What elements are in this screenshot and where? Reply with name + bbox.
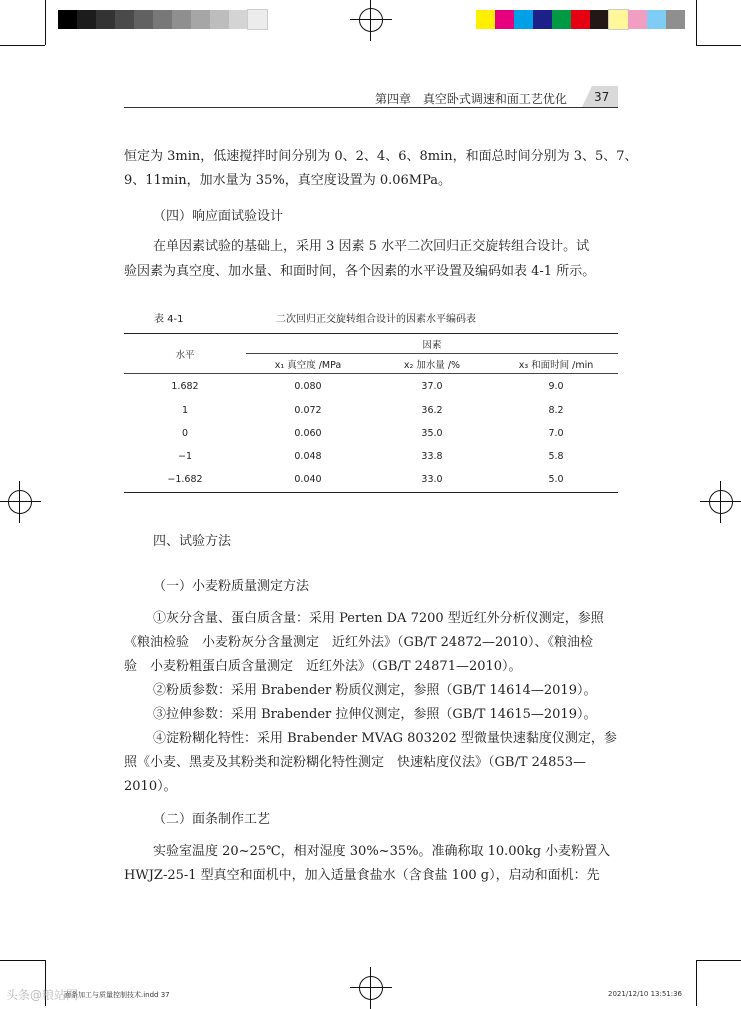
color-swatch <box>590 10 609 29</box>
registration-mark-icon <box>8 490 32 514</box>
crop-mark <box>0 960 45 961</box>
crop-mark <box>696 960 741 961</box>
crop-mark <box>696 45 741 46</box>
paragraph-line: 验 小麦粉粗蛋白质含量测定 近红外法》（GB/T 24871—2010）。 <box>124 659 522 674</box>
color-swatch <box>77 10 96 29</box>
paragraph-line: 照《小麦、黑麦及其粉类和淀粉糊化特性测定 快速粘度仪法》（GB/T 24853— <box>124 755 586 770</box>
color-swatch <box>134 10 153 29</box>
registration-mark-icon <box>709 490 733 514</box>
cell: 5.8 <box>548 450 564 462</box>
color-swatch <box>552 10 571 29</box>
cell: 0.060 <box>294 427 322 439</box>
footer-timestamp: 2021/12/10 13:51:36 <box>608 990 683 998</box>
color-swatch <box>533 10 552 29</box>
cell: 0.048 <box>294 450 322 462</box>
cell: −1.682 <box>167 474 203 486</box>
cell: 33.0 <box>421 474 443 486</box>
header-rule <box>124 107 618 108</box>
col-header-factors: 因素 <box>246 334 618 354</box>
paragraph-line: 验因素为真空度、加水量、和面时间，各个因素的水平设置及编码如表 4-1 所示。 <box>124 264 596 279</box>
table-row <box>124 468 618 493</box>
cell: −1 <box>177 450 192 462</box>
cell: 8.2 <box>548 404 564 416</box>
cell: 33.8 <box>421 450 443 462</box>
color-swatch <box>153 10 172 29</box>
cell: 0.072 <box>294 404 322 416</box>
table-row <box>124 374 618 399</box>
running-header <box>375 90 567 107</box>
subsection-heading: （一）小麦粉质量测定方法 <box>153 579 310 594</box>
crop-mark <box>696 0 697 45</box>
subsection-heading: （二）面条制作工艺 <box>153 812 271 827</box>
registration-mark-icon <box>359 8 383 32</box>
cell: 37.0 <box>421 380 443 392</box>
color-swatch <box>628 10 647 29</box>
color-swatch <box>115 10 134 29</box>
paragraph-line: 实验室温度 20~25℃，相对湿度 30%~35%。准确称取 10.00kg 小麦粉置入 <box>153 844 611 859</box>
color-swatch <box>96 10 115 29</box>
color-swatch <box>476 10 495 29</box>
factor-level-table <box>124 333 618 493</box>
registration-mark-icon <box>359 976 383 1000</box>
paragraph-line: 2010）。 <box>124 779 177 794</box>
color-swatch <box>191 10 210 29</box>
section-heading: 四、试验方法 <box>153 534 232 549</box>
cell: 0 <box>181 427 189 439</box>
paragraph-line: ③拉伸参数：采用 Brabender 拉伸仪测定，参照（GB/T 14615—2019）。 <box>153 707 597 722</box>
watermark: 头条@粮站网 <box>6 988 79 1002</box>
paragraph-line: ④淀粉糊化特性：采用 Brabender MVAG 803202 型微量快速黏度仪测定，参 <box>153 731 617 746</box>
page-number: 37 <box>594 90 610 104</box>
crop-mark <box>0 45 45 46</box>
color-swatch <box>666 10 685 29</box>
paragraph-line: ①灰分含量、蛋白质含量：采用 Perten DA 7200 型近红外分析仪测定，参照 <box>153 611 604 626</box>
sub-header-vacuum: x₁ 真空度 /MPa <box>274 359 342 371</box>
color-swatch <box>248 10 267 29</box>
color-swatch <box>495 10 514 29</box>
color-swatch <box>647 10 666 29</box>
cell: 1 <box>181 404 189 416</box>
section-heading: （四）响应面试验设计 <box>153 209 284 224</box>
color-swatch <box>210 10 229 29</box>
cell: 36.2 <box>421 404 443 416</box>
cell: 0.080 <box>294 380 322 392</box>
color-swatch <box>229 10 248 29</box>
cell: 9.0 <box>548 380 564 392</box>
table-row <box>124 399 618 422</box>
cell: 0.040 <box>294 474 322 486</box>
paragraph-line: 恒定为 3min，低速搅拌时间分别为 0、2、4、6、8min，和面总时间分别为 3、5、7、 <box>124 149 638 164</box>
cell: 7.0 <box>548 427 564 439</box>
paragraph-line: ②粉质参数：采用 Brabender 粉质仪测定，参照（GB/T 14614—2019）。 <box>153 683 597 698</box>
sub-header-time: x₃ 和面时间 /min <box>518 359 594 371</box>
chapter-title: 真空卧式调速和面工艺优化 <box>422 92 567 106</box>
paragraph-line: 《粮油检验 小麦粉灰分含量测定 近红外法》（GB/T 24872—2010）、《粮油检 <box>124 635 594 650</box>
paragraph-line: HWJZ-25-1 型真空和面机中，加入适量食盐水（含食盐 100 g），启动和面机：先 <box>124 868 600 883</box>
cell: 35.0 <box>421 427 443 439</box>
paragraph-line: 在单因素试验的基础上，采用 3 因素 5 水平二次回归正交旋转组合设计。试 <box>153 239 590 254</box>
sub-header-water: x₂ 加水量 /% <box>403 359 461 371</box>
table-number: 表 4-1 <box>154 314 184 325</box>
color-swatch <box>571 10 590 29</box>
crop-mark <box>696 960 697 1006</box>
table-row <box>124 422 618 445</box>
color-swatch <box>58 10 77 29</box>
table-row <box>124 445 618 468</box>
color-swatch <box>609 10 628 29</box>
footer-filename: 面条加工与质量控制技术.indd 37 <box>64 991 170 999</box>
paragraph-line: 9、11min，加水量为 35%，真空度设置为 0.06MPa。 <box>124 173 451 188</box>
color-swatch <box>514 10 533 29</box>
color-swatch <box>172 10 191 29</box>
cell: 5.0 <box>548 474 564 486</box>
table-caption: 二次回归正交旋转组合设计的因素水平编码表 <box>276 314 476 325</box>
crop-mark <box>45 0 46 45</box>
col-header-level: 水平 <box>175 349 195 361</box>
cell: 1.682 <box>171 380 199 392</box>
chapter-label: 第四章 <box>375 92 412 106</box>
